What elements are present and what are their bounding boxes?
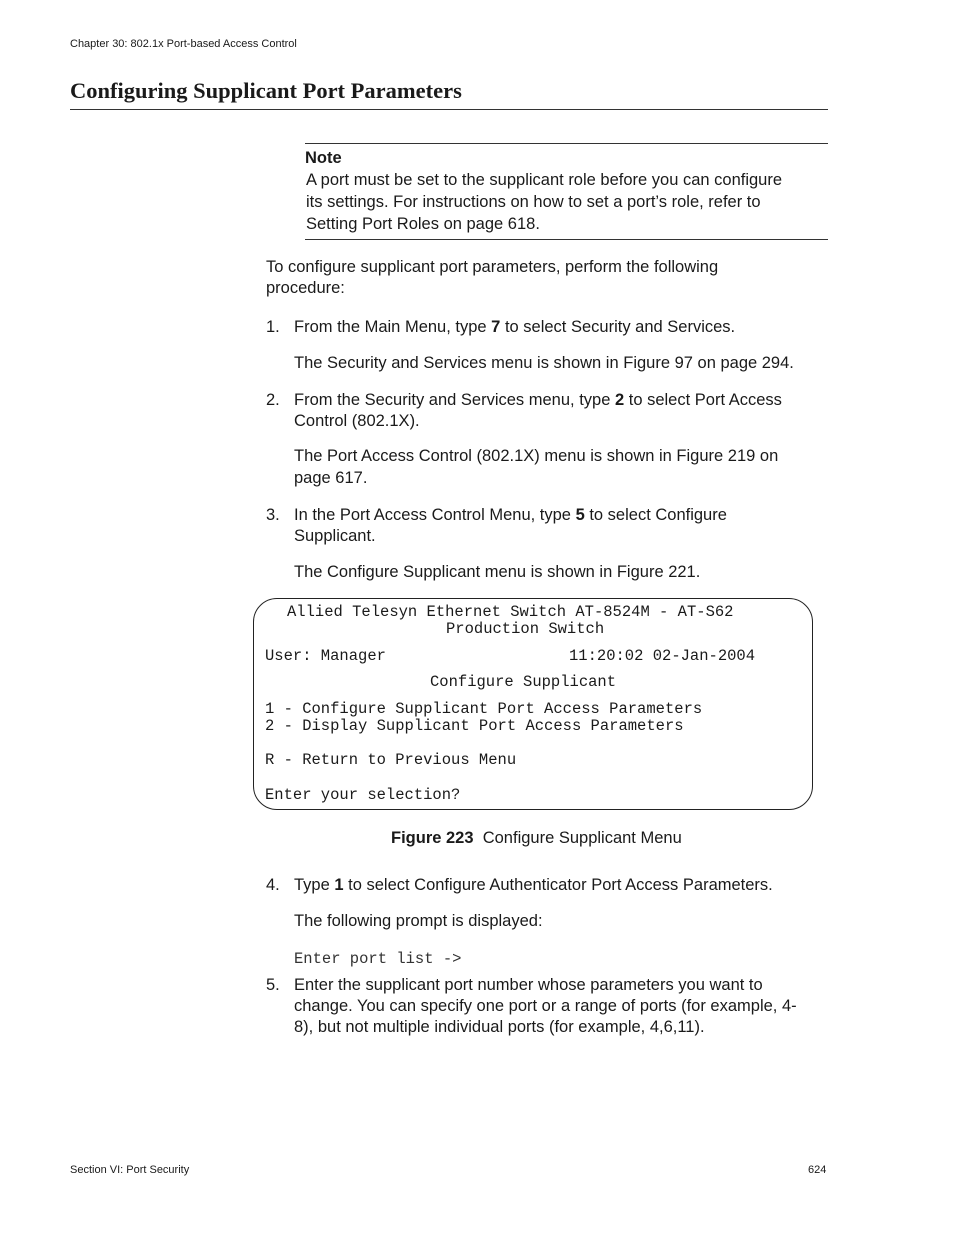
step-subtext: The following prompt is displayed: — [294, 912, 543, 930]
terminal-menu-option: 1 - Configure Supplicant Port Access Parameters — [265, 700, 703, 718]
note-box — [305, 143, 828, 240]
note-label: Note — [305, 149, 342, 167]
step-text-part: From the Security and Services menu, type — [294, 391, 615, 409]
intro-paragraph — [266, 257, 806, 299]
step-subtext: The Security and Services menu is shown in Figure 97 on page 294. — [294, 354, 794, 372]
step-text-part: From the Main Menu, type — [294, 318, 492, 336]
terminal-line: Production Switch — [446, 620, 605, 638]
step-text — [294, 390, 828, 432]
intro-line: To configure supplicant port parameters, perform the following — [266, 258, 719, 276]
intro-line: procedure: — [266, 279, 345, 297]
step-key: 2 — [614, 391, 625, 409]
terminal-line: Allied Telesyn Ethernet Switch AT-8524M - AT-S62 — [287, 603, 734, 621]
note-line: its settings. For instructions on how to set a port’s role, refer to — [306, 193, 761, 211]
step-subtext-line: page 617. — [294, 469, 368, 487]
step-text — [294, 875, 828, 896]
section-title: Configuring Supplicant Port Parameters — [70, 78, 462, 103]
step-number: 3. — [266, 506, 280, 524]
figure-label: Figure 223 — [391, 829, 474, 847]
step-number: 4. — [266, 876, 280, 894]
step-number: 5. — [266, 976, 280, 994]
running-header: Chapter 30: 802.1x Port-based Access Control — [70, 38, 297, 50]
figure-caption-text: Configure Supplicant Menu — [473, 829, 682, 847]
step-text-part: Control (802.1X). — [294, 412, 420, 430]
terminal-menu-title: Configure Supplicant — [430, 673, 617, 691]
step-text-part: In the Port Access Control Menu, type — [294, 506, 576, 524]
step-number: 2. — [266, 391, 280, 409]
terminal-user: User: Manager — [265, 647, 386, 665]
terminal-datetime: 11:20:02 02-Jan-2004 — [569, 647, 756, 665]
footer-page-number: 624 — [808, 1164, 827, 1176]
step-text — [294, 505, 828, 547]
step-subtext: The Configure Supplicant menu is shown in Figure 221. — [294, 563, 701, 581]
step-text-line: change. You can specify one port or a range of ports (for example, 4- — [294, 997, 797, 1015]
step-text-part: to select Security and Services. — [500, 318, 736, 336]
step-text-part: to select Port Access — [624, 391, 782, 409]
footer-section: Section VI: Port Security — [70, 1164, 190, 1176]
step-number: 1. — [266, 318, 280, 336]
step-text-part: to select Configure Authenticator Port Access Parameters. — [343, 876, 773, 894]
prompt-example: Enter port list -> — [294, 950, 462, 968]
note-line: Setting Port Roles on page 618. — [306, 215, 540, 233]
terminal-menu-option: 2 - Display Supplicant Port Access Parameters — [265, 717, 684, 735]
step-key: 5 — [575, 506, 585, 524]
terminal-prompt: Enter your selection? — [265, 786, 461, 804]
step-text — [294, 975, 828, 1038]
step-text-line: Enter the supplicant port number whose parameters you want to — [294, 976, 763, 994]
step-text-part: Supplicant. — [294, 527, 376, 545]
step-key: 1 — [334, 876, 344, 894]
step-text-part: to select Configure — [584, 506, 727, 524]
note-line: A port must be set to the supplicant role before you can configure — [306, 171, 783, 189]
title-rule — [70, 109, 828, 110]
terminal-menu-option: R - Return to Previous Menu — [265, 751, 517, 769]
step-key: 7 — [491, 318, 501, 336]
step-text-line: 8), but not multiple individual ports (for example, 4,6,11). — [294, 1018, 705, 1036]
step-text — [294, 317, 828, 338]
step-text-part: Type — [294, 876, 335, 894]
step-subtext — [294, 445, 828, 489]
step-subtext-line: The Port Access Control (802.1X) menu is shown in Figure 219 on — [294, 447, 779, 465]
figure-caption — [391, 829, 682, 848]
